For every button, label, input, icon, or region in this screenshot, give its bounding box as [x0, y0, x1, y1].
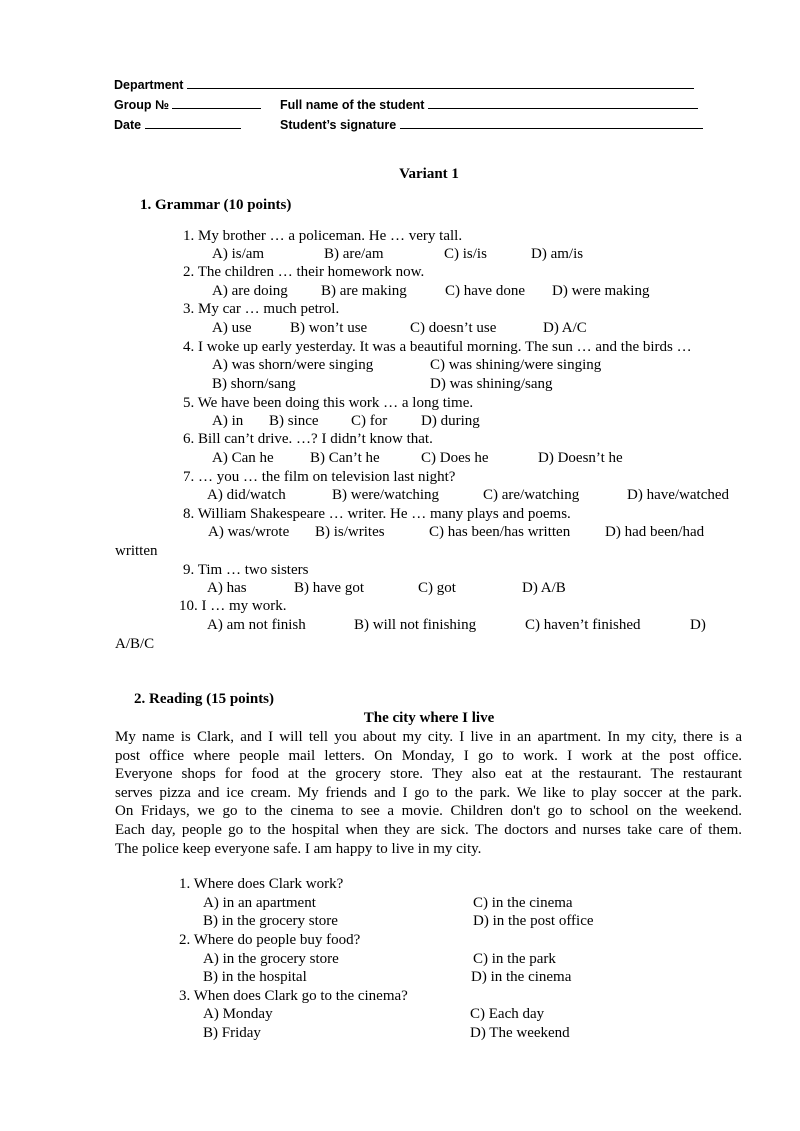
- grammar-q10: 10. I … my work.: [179, 598, 287, 614]
- passage-line: The police keep everyone safe. I am happy to live in my city.: [115, 840, 482, 857]
- g10-opt-d[interactable]: D): [690, 617, 706, 633]
- g8-opt-c[interactable]: C) has been/has written: [429, 524, 571, 540]
- g3-opt-a[interactable]: A) use: [212, 320, 252, 336]
- signature-label: Student’s signature: [280, 118, 397, 132]
- g5-opt-d[interactable]: D) during: [421, 413, 480, 429]
- grammar-q3: 3. My car … much petrol.: [183, 301, 340, 317]
- r3-opt-a[interactable]: A) Monday: [203, 1006, 273, 1022]
- variant-title: Variant 1: [399, 166, 459, 182]
- reading-heading: 2. Reading (15 points): [134, 691, 275, 707]
- grammar-q2: 2. The children … their homework now.: [183, 264, 425, 280]
- g1-opt-a[interactable]: A) is/am: [212, 246, 265, 262]
- passage-line: Each day, people go to the hospital when they are sick. The doctors and nurses take care of them.: [115, 821, 742, 838]
- g8-opt-d[interactable]: D) had been/had: [605, 524, 705, 540]
- g10-opt-a[interactable]: A) am not finish: [207, 617, 306, 633]
- r2-opt-b[interactable]: B) in the hospital: [203, 969, 307, 985]
- g5-opt-b[interactable]: B) since: [269, 413, 319, 429]
- r1-opt-c[interactable]: C) in the cinema: [473, 895, 573, 911]
- reading-title: The city where I live: [363, 710, 495, 726]
- g9-opt-d[interactable]: D) A/B: [522, 580, 566, 596]
- r1-opt-d[interactable]: D) in the post office: [473, 913, 594, 929]
- department-label: Department: [114, 78, 184, 92]
- g10-opt-d-cont: A/B/C: [115, 636, 155, 652]
- g1-opt-b[interactable]: B) are/am: [324, 246, 384, 262]
- grammar-heading: 1. Grammar (10 points): [140, 197, 292, 213]
- reading-q1: 1. Where does Clark work?: [179, 876, 344, 892]
- g7-opt-a[interactable]: A) did/watch: [207, 487, 286, 503]
- date-row: [114, 117, 241, 132]
- r2-opt-c[interactable]: C) in the park: [473, 951, 556, 967]
- g2-opt-c[interactable]: C) have done: [445, 283, 525, 299]
- passage-line: Everyone shops for food at the grocery store. They also eat at the restaurant. The restaurant: [115, 766, 742, 783]
- grammar-q5: 5. We have been doing this work … a long time.: [183, 395, 474, 411]
- g4-opt-d[interactable]: D) was shining/sang: [430, 376, 553, 392]
- g9-opt-c[interactable]: C) got: [418, 580, 456, 596]
- r1-opt-b[interactable]: B) in the grocery store: [203, 913, 338, 929]
- r3-opt-c[interactable]: C) Each day: [470, 1006, 545, 1022]
- g6-opt-c[interactable]: C) Does he: [421, 450, 489, 466]
- passage-line: On Fridays, we go to the cinema to see a movie. Children don't go to school on the weekend.: [115, 803, 742, 820]
- signature-row: [280, 117, 703, 132]
- group-label: Group №: [114, 98, 169, 112]
- grammar-q7: 7. … you … the film on television last night?: [183, 469, 456, 485]
- grammar-q1: 1. My brother … a policeman. He … very tall.: [183, 228, 463, 244]
- g2-opt-d[interactable]: D) were making: [552, 283, 650, 299]
- g9-opt-b[interactable]: B) have got: [294, 580, 364, 596]
- passage-line: serves pizza and ice cream. My friends and I go to the park. We like to play soccer at the park.: [115, 784, 742, 801]
- r2-opt-a[interactable]: A) in the grocery store: [203, 951, 339, 967]
- g7-opt-b[interactable]: B) were/watching: [332, 487, 440, 503]
- reading-passage: [115, 728, 742, 858]
- r3-opt-b[interactable]: B) Friday: [203, 1025, 261, 1041]
- grammar-q6: 6. Bill can’t drive. …? I didn’t know that.: [183, 431, 433, 447]
- reading-q3: 3. When does Clark go to the cinema?: [179, 988, 408, 1004]
- department-row: [114, 77, 694, 92]
- date-field[interactable]: [145, 117, 241, 129]
- g6-opt-a[interactable]: A) Can he: [212, 450, 274, 466]
- g8-opt-d-cont: written: [115, 543, 158, 559]
- g10-opt-c[interactable]: C) haven’t finished: [525, 617, 641, 633]
- g7-opt-c[interactable]: C) are/watching: [483, 487, 580, 503]
- g6-opt-b[interactable]: B) Can’t he: [310, 450, 380, 466]
- fullname-label: Full name of the student: [280, 98, 425, 112]
- r1-opt-a[interactable]: A) in an apartment: [203, 895, 316, 911]
- group-row: [114, 97, 261, 112]
- g6-opt-d[interactable]: D) Doesn’t he: [538, 450, 623, 466]
- g4-opt-b[interactable]: B) shorn/sang: [212, 376, 296, 392]
- g3-opt-b[interactable]: B) won’t use: [290, 320, 368, 336]
- g9-opt-a[interactable]: A) has: [207, 580, 247, 596]
- g1-opt-c[interactable]: C) is/is: [444, 246, 487, 262]
- fullname-row: [280, 97, 698, 112]
- fullname-field[interactable]: [428, 97, 698, 109]
- g8-opt-b[interactable]: B) is/writes: [315, 524, 385, 540]
- g3-opt-c[interactable]: C) doesn’t use: [410, 320, 497, 336]
- group-field[interactable]: [172, 97, 261, 109]
- g1-opt-d[interactable]: D) am/is: [531, 246, 584, 262]
- g3-opt-d[interactable]: D) A/C: [543, 320, 587, 336]
- g4-opt-c[interactable]: C) was shining/were singing: [430, 357, 602, 373]
- g7-opt-d[interactable]: D) have/watched: [627, 487, 730, 503]
- g5-opt-c[interactable]: C) for: [351, 413, 388, 429]
- g4-opt-a[interactable]: A) was shorn/were singing: [212, 357, 374, 373]
- g8-opt-a[interactable]: A) was/wrote: [208, 524, 290, 540]
- date-label: Date: [114, 118, 142, 132]
- g2-opt-a[interactable]: A) are doing: [212, 283, 288, 299]
- r3-opt-d[interactable]: D) The weekend: [470, 1025, 570, 1041]
- grammar-q9: 9. Tim … two sisters: [183, 562, 309, 578]
- department-field[interactable]: [187, 77, 694, 89]
- g2-opt-b[interactable]: B) are making: [321, 283, 407, 299]
- signature-field[interactable]: [400, 117, 703, 129]
- g5-opt-a[interactable]: A) in: [212, 413, 244, 429]
- r2-opt-d[interactable]: D) in the cinema: [471, 969, 572, 985]
- passage-line: My name is Clark, and I will tell you about my city. I live in an apartment. In my city, there is a: [115, 729, 742, 745]
- grammar-q8: 8. William Shakespeare … writer. He … many plays and poems.: [183, 506, 571, 522]
- reading-q2: 2. Where do people buy food?: [179, 932, 361, 948]
- g10-opt-b[interactable]: B) will not finishing: [354, 617, 477, 633]
- passage-line: post office where people mail letters. On Monday, I go to work. I work at the post office.: [115, 747, 742, 764]
- grammar-q4: 4. I woke up early yesterday. It was a beautiful morning. The sun … and the birds …: [183, 339, 692, 355]
